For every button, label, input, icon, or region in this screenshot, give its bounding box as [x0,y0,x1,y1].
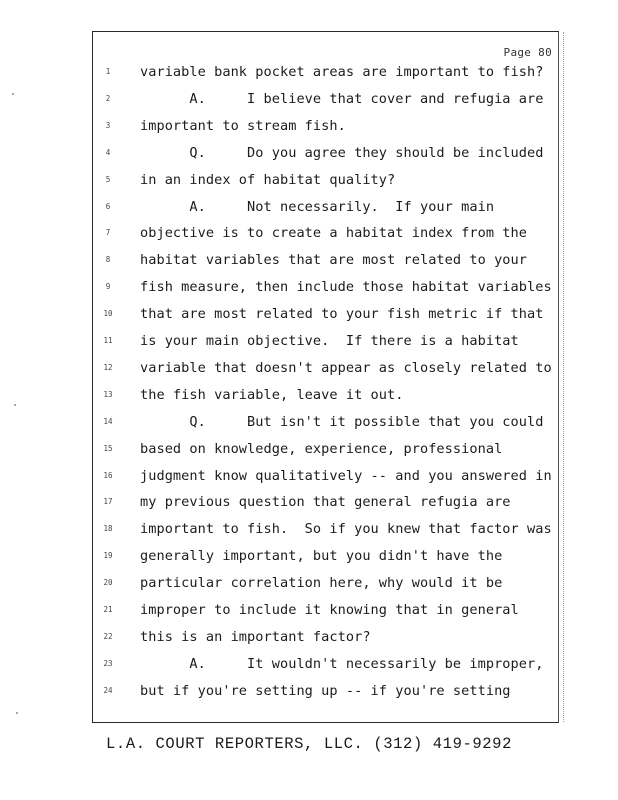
line-number: 9 [105,282,111,292]
line-text: variable bank pocket areas are important to fish? [140,64,544,80]
line-text: fish measure, then include those habitat variables [140,279,552,296]
scan-speck [14,404,16,406]
transcript-line [92,140,559,167]
transcript-line [92,274,559,301]
line-text: that are most related to your fish metric if that [140,306,544,323]
line-number: 7 [105,228,111,238]
line-text: particular correlation here, why would it be [140,575,503,592]
line-text: but if you're setting up -- if you're setting [140,682,511,699]
line-number: 24 [103,685,113,695]
scan-speck [16,712,18,714]
line-number: 14 [103,416,113,426]
line-text: is your main objective. If there is a habitat [140,333,519,349]
transcript-line [92,409,559,436]
line-number: 4 [105,147,111,157]
line-number: 19 [103,551,113,561]
line-text: in an index of habitat quality? [140,171,396,188]
transcript-line [92,516,559,543]
line-number: 13 [103,389,113,399]
line-number: 10 [103,309,113,319]
transcript-line [92,59,559,86]
line-text: this is an important factor? [140,628,371,645]
line-number: 6 [105,201,111,211]
scan-speck [12,93,14,95]
line-text: Q. Do you agree they should be included [140,144,544,161]
transcript-line [92,355,559,382]
line-number: 23 [103,658,113,668]
court-reporter-footer: L.A. COURT REPORTERS, LLC. (312) 419-9292 [106,735,512,753]
line-number: 16 [103,470,113,480]
transcript-line [92,543,559,570]
transcript-line [92,113,559,140]
transcript-line [92,247,559,274]
line-number: 8 [105,255,111,265]
line-text: judgment know qualitatively -- and you answered in [140,467,552,484]
line-number: 18 [103,524,113,534]
page-number: Page 80 [503,46,552,59]
line-number: 5 [105,174,111,184]
line-text: the fish variable, leave it out. [140,386,404,403]
line-number: 22 [103,631,113,641]
line-number: 20 [103,578,113,588]
line-number: 2 [105,93,111,103]
line-number: 17 [103,497,113,507]
transcript-line [92,436,559,463]
line-text: A. I believe that cover and refugia are [140,90,544,107]
transcript-line [92,301,559,328]
transcript-line [92,624,559,651]
transcript-line [92,489,559,516]
line-number: 12 [103,362,113,372]
line-text: based on knowledge, experience, professional [140,440,503,457]
transcript-line [92,570,559,597]
transcript-line [92,651,559,678]
transcript-line [92,678,559,705]
line-number: 21 [103,605,113,614]
transcript-line [92,194,559,221]
line-number: 3 [105,120,111,130]
transcript-line [92,86,559,113]
transcript-line [92,328,559,355]
line-text: my previous question that general refugia are [140,494,511,511]
transcript-line [92,463,559,490]
line-text: variable that doesn't appear as closely related to [140,359,552,376]
line-text: improper to include it knowing that in general [140,602,519,618]
line-text: A. It wouldn't necessarily be improper, [140,655,544,672]
line-text: habitat variables that are most related to your [140,252,528,269]
line-text: Q. But isn't it possible that you could [140,413,544,430]
line-text: important to stream fish. [140,117,346,134]
line-number: 1 [105,67,111,76]
line-text: objective is to create a habitat index from the [140,225,528,242]
transcript-line [92,382,559,409]
transcript-line [92,167,559,194]
line-text: generally important, but you didn't have the [140,548,503,565]
transcript-line [92,597,559,624]
transcript-line [92,220,559,247]
line-text: important to fish. So if you knew that factor was [140,521,552,538]
line-number: 11 [103,336,113,345]
line-text: A. Not necessarily. If your main [140,198,495,215]
line-number: 15 [103,443,113,453]
